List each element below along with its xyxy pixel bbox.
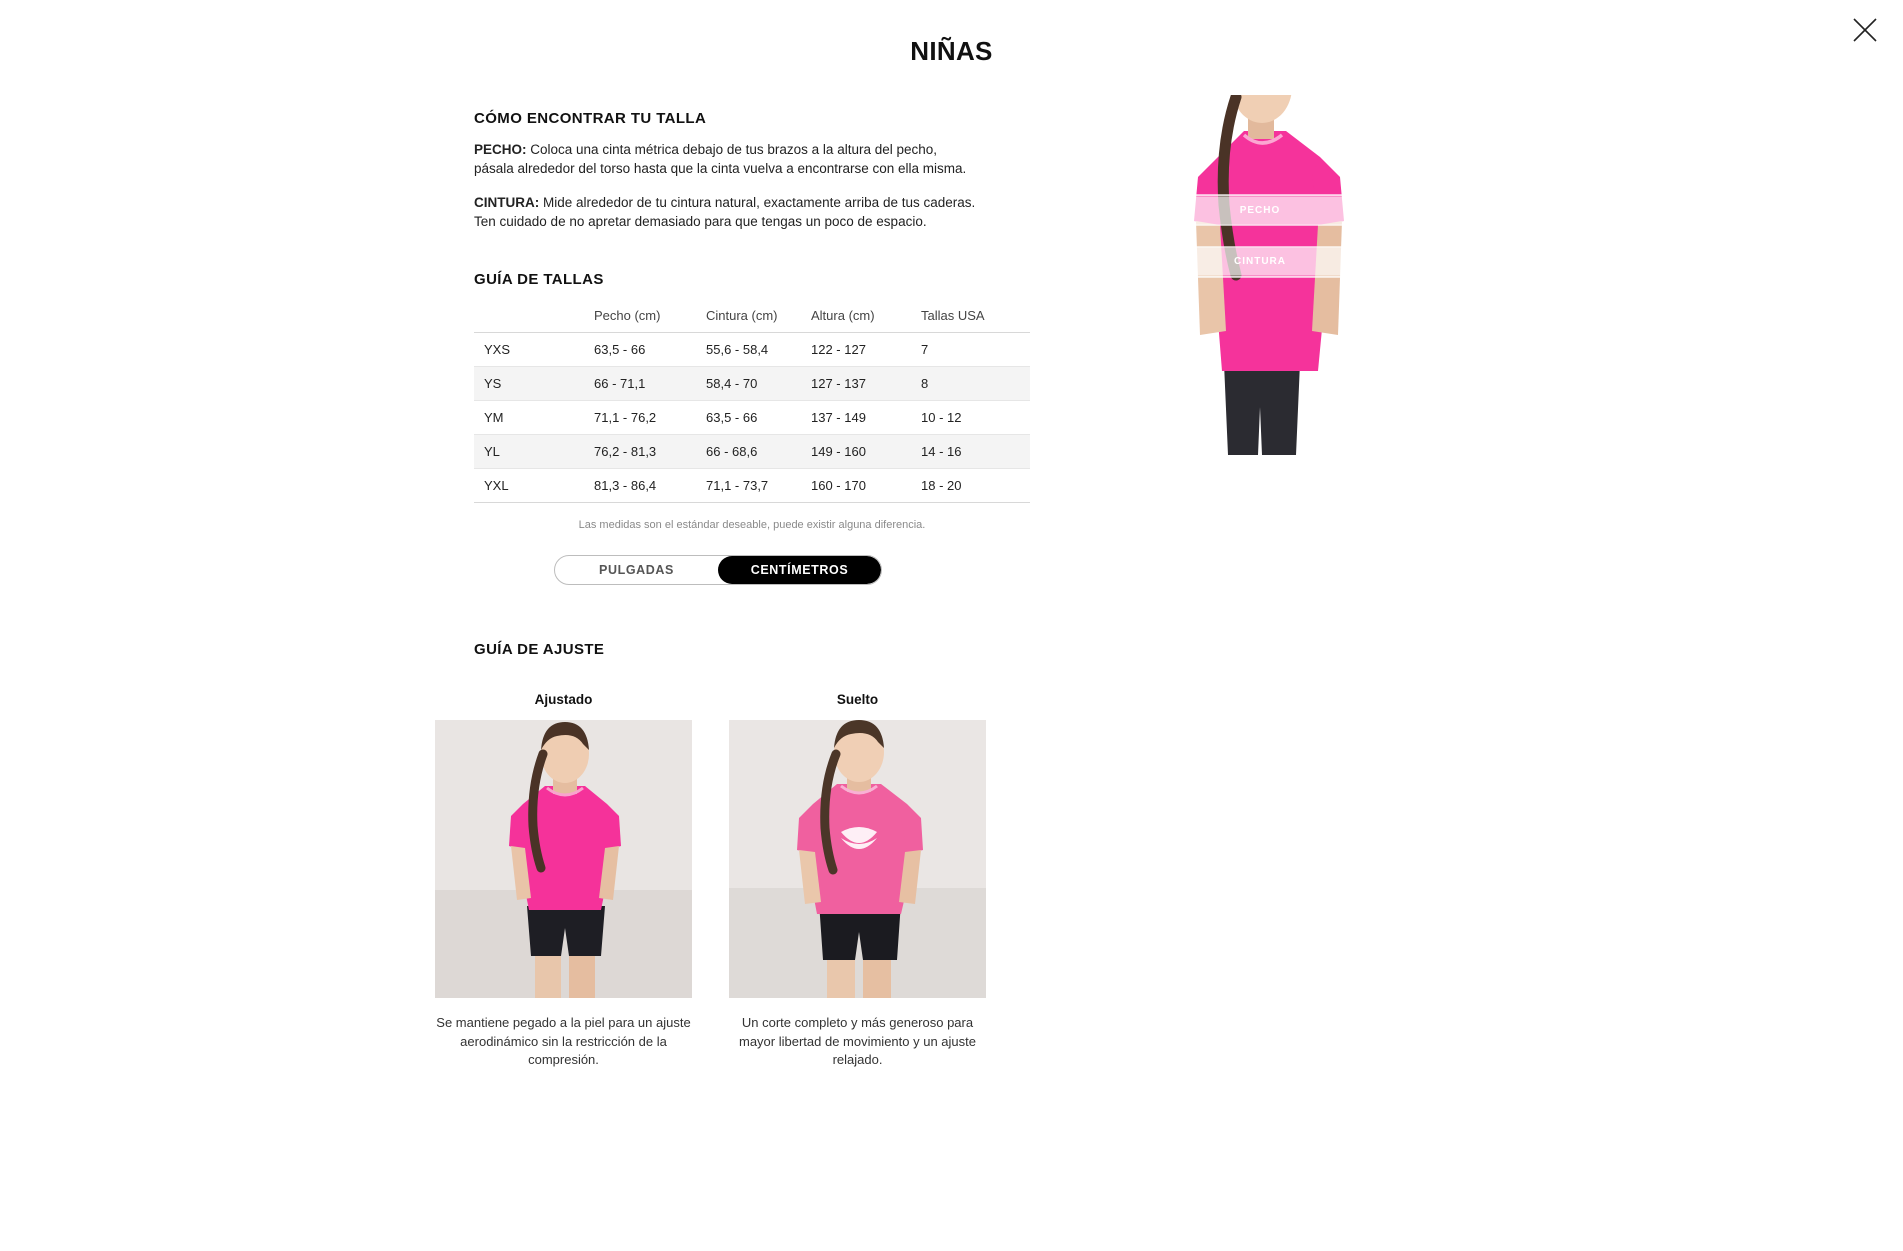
fit-image-ajustado — [435, 720, 692, 998]
cell-chest: 76,2 - 81,3 — [584, 435, 696, 469]
fit-guide-section — [436, 641, 1054, 1070]
unit-option-centimeters[interactable]: CENTÍMETROS — [718, 556, 881, 584]
cell-height: 127 - 137 — [801, 367, 911, 401]
table-row — [474, 401, 1030, 435]
cell-size: YL — [474, 435, 584, 469]
col-usa: Tallas USA — [911, 302, 1030, 333]
chest-instruction — [474, 141, 979, 178]
fit-item-ajustado — [435, 692, 692, 1070]
unit-toggle[interactable] — [554, 555, 882, 585]
chest-band-label: PECHO — [1140, 197, 1380, 224]
fit-caption-ajustado: Se mantiene pegado a la piel para un ajuste aerodinámico sin la restricción de la compresión. — [436, 1015, 691, 1067]
chest-instruction-text: Coloca una cinta métrica debajo de tus brazos a la altura del pecho, pásala alrededor del torso hasta que la cinta vuelva a encontrarse con ella misma. — [474, 142, 967, 176]
fit-guide-heading: GUÍA DE AJUSTE — [474, 641, 605, 658]
fit-label-suelto: Suelto — [836, 692, 879, 707]
cell-waist: 58,4 - 70 — [696, 367, 801, 401]
cell-waist: 66 - 68,6 — [696, 435, 801, 469]
waist-band-label: CINTURA — [1140, 248, 1380, 275]
col-chest: Pecho (cm) — [584, 302, 696, 333]
cell-usa: 14 - 16 — [911, 435, 1030, 469]
fit-caption-suelto: Un corte completo y más generoso para mayor libertad de movimiento y un ajuste relajado. — [738, 1015, 976, 1067]
cell-waist: 71,1 - 73,7 — [696, 469, 801, 503]
left-column — [436, 110, 1054, 1070]
size-guide-heading: GUÍA DE TALLAS — [474, 271, 604, 288]
waist-instruction-text: Mide alrededor de tu cintura natural, exactamente arriba de tus caderas. Ten cuidado de no apretar demasiado para que tengas un poco de espacio. — [474, 195, 976, 229]
cell-height: 122 - 127 — [801, 333, 911, 367]
cell-size: YS — [474, 367, 584, 401]
fit-item-suelto — [729, 692, 986, 1070]
unit-option-inches[interactable]: PULGADAS — [599, 563, 674, 577]
cell-usa: 8 — [911, 367, 1030, 401]
fit-label-ajustado: Ajustado — [534, 692, 593, 707]
cell-usa: 18 - 20 — [911, 469, 1030, 503]
fit-image-suelto — [729, 720, 986, 998]
cell-chest: 81,3 - 86,4 — [584, 469, 696, 503]
measurement-illustration — [1140, 95, 1380, 455]
cell-size: YXS — [474, 333, 584, 367]
col-waist: Cintura (cm) — [696, 302, 801, 333]
page-title: NIÑAS — [910, 36, 993, 66]
table-row — [474, 333, 1030, 367]
cell-height: 137 - 149 — [801, 401, 911, 435]
table-row — [474, 367, 1030, 401]
cell-chest: 63,5 - 66 — [584, 333, 696, 367]
waist-instruction-label: CINTURA: — [474, 195, 540, 210]
col-size — [474, 302, 584, 333]
cell-usa: 7 — [911, 333, 1030, 367]
cell-usa: 10 - 12 — [911, 401, 1030, 435]
cell-size: YXL — [474, 469, 584, 503]
cell-chest: 66 - 71,1 — [584, 367, 696, 401]
right-column — [1140, 95, 1380, 455]
table-row — [474, 435, 1030, 469]
size-guide-section — [474, 271, 1054, 585]
waist-instruction — [474, 194, 979, 231]
chest-instruction-label: PECHO: — [474, 142, 527, 157]
cell-height: 160 - 170 — [801, 469, 911, 503]
table-header-row — [474, 302, 1030, 333]
cell-waist: 63,5 - 66 — [696, 401, 801, 435]
col-height: Altura (cm) — [801, 302, 911, 333]
how-to-heading: CÓMO ENCONTRAR TU TALLA — [474, 110, 707, 127]
size-table — [474, 302, 1030, 503]
table-note: Las medidas son el estándar deseable, puede existir alguna diferencia. — [578, 519, 926, 531]
cell-size: YM — [474, 401, 584, 435]
cell-chest: 71,1 - 76,2 — [584, 401, 696, 435]
table-row — [474, 469, 1030, 503]
cell-waist: 55,6 - 58,4 — [696, 333, 801, 367]
cell-height: 149 - 160 — [801, 435, 911, 469]
